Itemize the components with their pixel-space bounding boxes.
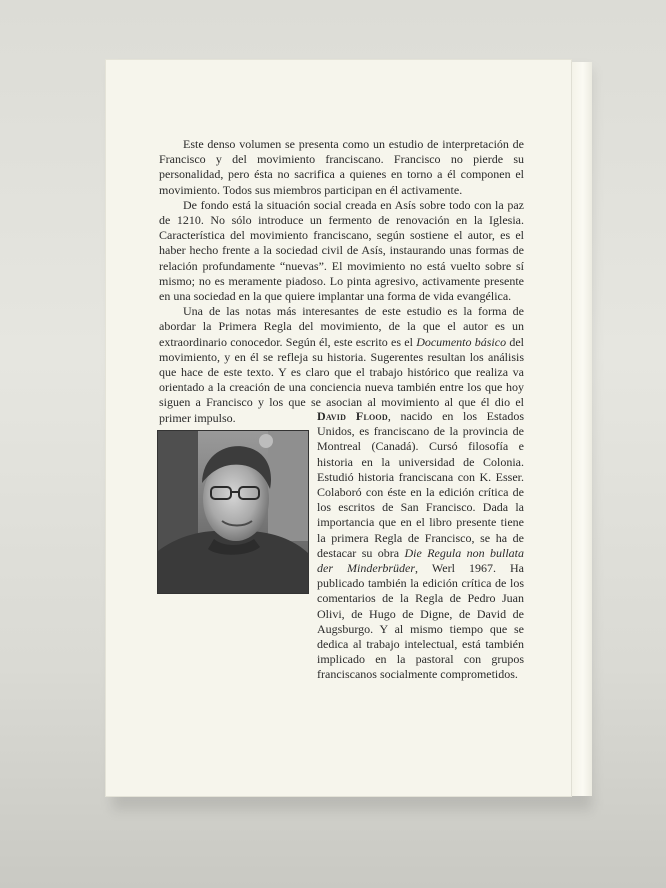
author-name: David Flood [317, 409, 388, 423]
blurb-p3-text-b: del movimiento, y en él se refleja su historia. Sugerentes resultan los análisis que hace de este texto. Y es claro que el trabajo histórico que realiza va orientado a la creación de una conciencia nueva también entre los que hoy siguen a Francisco y los que se asocian al movimiento al que él dio el primer impulso. [159, 334, 524, 425]
author-bio [317, 409, 524, 683]
blurb-paragraph-3 [159, 304, 524, 426]
author-bio-italic-title: Die Regula non bullata der Minderbrüder [317, 545, 524, 576]
author-photo [157, 430, 309, 594]
blurb-paragraph-1: Este denso volumen se presenta como un estudio de interpretación de Francisco y del movimiento franciscano. Francisco no pierde su personalidad, pero ésta no sacrifica a quienes en torno a él componen el movimiento. Todos sus miembros participan en él activamente. [159, 137, 524, 197]
author-bio-text-b: , Werl 1967. Ha publicado también la edición crítica de los comentarios de la Regla de Pedro Juan Olivi, de Hugo de Digne, de David de Augsburgo. Y al mismo tiempo que se dedica al trabajo intelectual, está también implicado en la pastoral con grupos franciscanos socialmente comprometidos. [317, 561, 524, 682]
blurb-paragraph-2: De fondo está la situación social creada en Asís sobre todo con la paz de 1210. No sólo introduce un fermento de renovación en la Iglesia. Característica del movimiento franciscano, según sostiene el autor, es el haber hecho frente a la sociedad civil de Asís, instaurando unas formas de relación profundamente “nuevas”. El movimiento no está vuelto sobre sí mismo; no es meramente piadoso. Lo pinta agresivo, activamente presente en una sociedad en la que quiere implantar una forma de vida evangélica. [159, 197, 524, 304]
author-portrait-image [158, 431, 308, 593]
blurb-p3-italic: Documento básico [416, 334, 507, 349]
author-bio-text-a: , nacido en los Estados Unidos, es franciscano de la provincia de Montreal (Canadá). Cursó filosofía e historia en la universidad de Colonia. Estudió historia franciscana con K. Esser. Colaboró con éste en la edición crítica de los escritos de San Francisco. Dada la importancia que en el libro presente tiene la primera Regla de Francisco, se ha de destacar su obra [317, 409, 524, 560]
book-spine-edge [571, 62, 592, 796]
back-cover-blurb [159, 137, 524, 426]
blurb-p3-text-a: Una de las notas más interesantes de este estudio es la forma de abordar la Primera Regla del movimiento, de la que el autor es un extraordinario conocedor. Según él, este escrito es el [159, 304, 524, 349]
